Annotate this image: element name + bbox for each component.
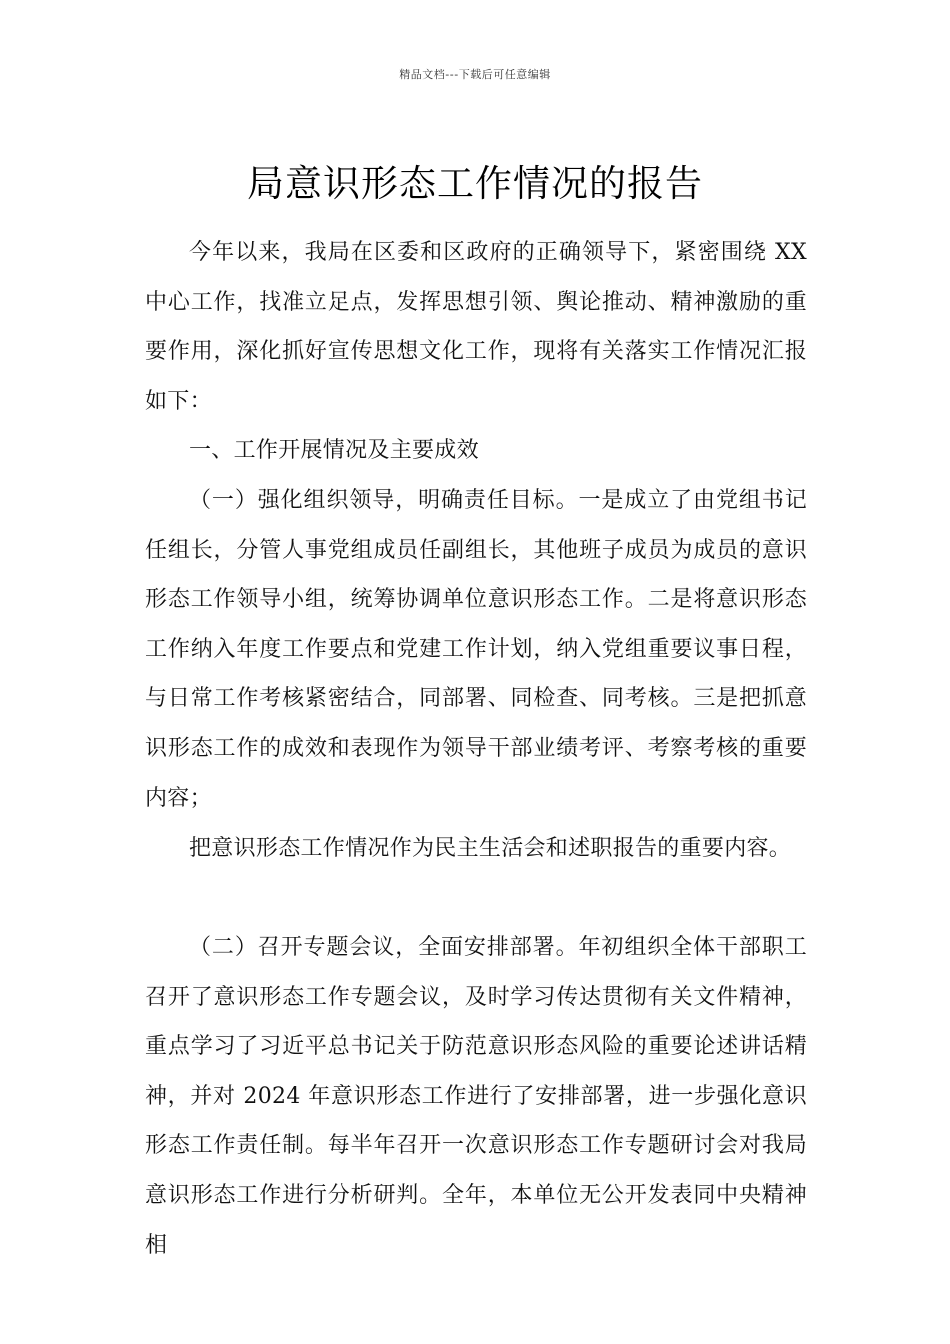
paragraph-special-meetings: （二）召开专题会议，全面安排部署。年初组织全体干部职工召开了意识形态工作专题会议，及时学习传达贯彻有关文件精神，重点学习了习近平总书记关于防范意识形态风险的重要论述讲话精神，并对 2024 年意识形态工作进行了安排部署，进一步强化意识形态工作责任制。每半年召开一次意识形态工作专题研讨会对我局意识形态工作进行分析研判。全年，本单位无公开发表同中央精神相 — [145, 935, 807, 1258]
header-note: 精品文档---下载后可任意编辑 — [399, 68, 551, 81]
body-block-intro — [145, 228, 807, 823]
document-title: 局意识形态工作情况的报告 — [247, 161, 703, 205]
body-block-meetings — [145, 923, 807, 1270]
paragraph-organization: （一）强化组织领导，明确责任目标。一是成立了由党组书记任组长，分管人事党组成员任副组长，其他班子成员为成员的意识形态工作领导小组，统筹协调单位意识形态工作。二是将意识形态工作纳入年度工作要点和党建工作计划，纳入党组重要议事日程，与日常工作考核紧密结合，同部署、同检查、同考核。三是把抓意识形态工作的成效和表现作为领导干部业绩考评、考察考核的重要内容； — [145, 487, 807, 811]
body-block-middle — [145, 824, 807, 874]
paragraph-democratic-life: 把意识形态工作情况作为民主生活会和述职报告的重要内容。 — [189, 836, 792, 861]
section-heading-1: 一、工作开展情况及主要成效 — [189, 438, 479, 464]
paragraph-intro: 今年以来，我局在区委和区政府的正确领导下，紧密围绕 XX 中心工作，找准立足点，发挥思想引领、舆论推动、精神激励的重要作用，深化抓好宣传思想文化工作，现将有关落实工作情况汇报如下： — [145, 240, 807, 414]
